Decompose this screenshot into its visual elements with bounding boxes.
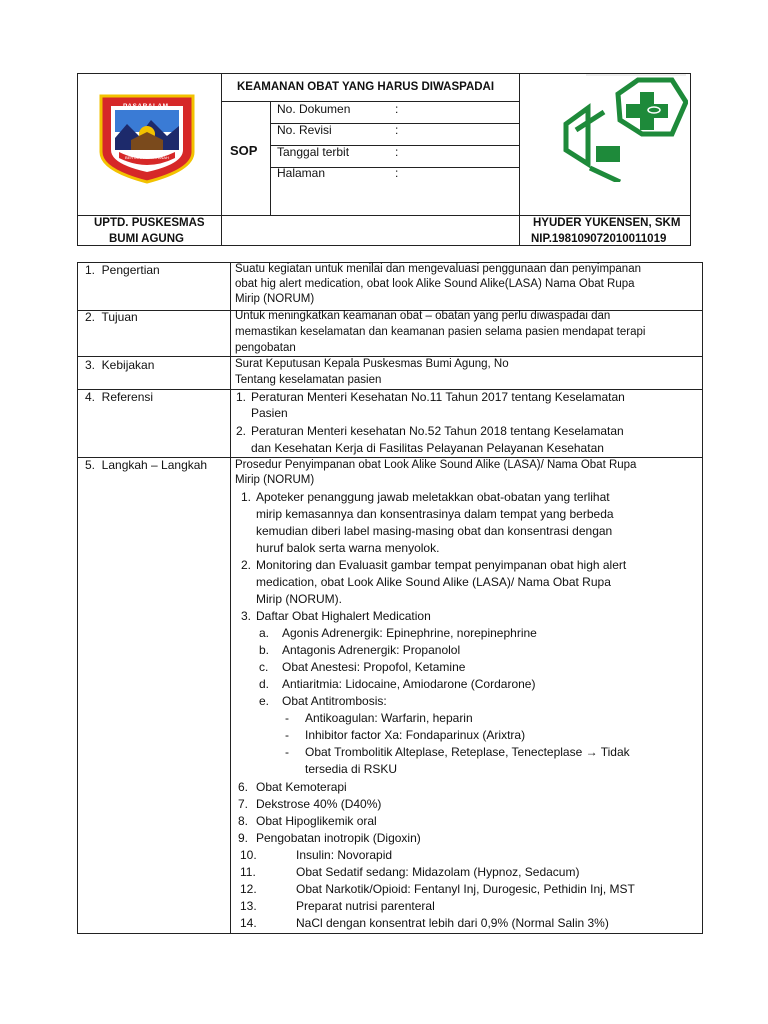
step-9-num: 9. <box>238 831 249 845</box>
logo-caption: PASARALAM <box>123 103 169 110</box>
referensi-2-line-2: dan Kesehatan Kerja di Fasilitas Pelayanan Pelayanan Kesehatan <box>251 441 604 455</box>
regency-logo <box>97 92 197 184</box>
referensi-1-line-1: Peraturan Menteri Kesehatan No.11 Tahun 2017 tentang Keselamatan <box>251 390 625 404</box>
step-1-line-4: huruf balok serta warna menyolok. <box>256 541 440 555</box>
step-1-line-1: Apoteker penanggung jawab meletakkan obat-obatan yang terlihat <box>256 490 610 504</box>
dash-3-marker: - <box>285 745 289 759</box>
step-9-text: Pengobatan inotropik (Digoxin) <box>256 831 421 845</box>
step-1-num: 1. <box>241 490 252 504</box>
referensi-1-line-2: Pasien <box>251 406 288 420</box>
logo-ribbon: BERTANAH BERTANAH <box>125 155 169 160</box>
tujuan-line-3: pengobatan <box>235 342 296 354</box>
field-halaman-sep: : <box>395 166 399 180</box>
langkah-intro-line-1: Prosedur Penyimpanan obat Look Alike Sound Alike (LASA)/ Nama Obat Rupa <box>235 459 637 471</box>
document-title: KEAMANAN OBAT YANG HARUS DIWASPADAI <box>237 81 495 93</box>
step-1-line-3: kemudian diberi label masing-masing obat dan konsentrasi dengan <box>256 524 613 538</box>
field-tanggal-terbit: Tanggal terbit <box>277 145 350 159</box>
step-1-line-2: mirip kemasannya dan konsentrasinya dalam tempat yang berbeda <box>256 507 614 521</box>
step-14-text: NaCl dengan konsentrat lebih dari 0,9% (Normal Salin 3%) <box>296 916 609 930</box>
sub-a-text: Agonis Adrenergik: Epinephrine, norepinephrine <box>282 626 537 640</box>
dash-1-marker: - <box>285 711 289 725</box>
step-2-line-1: Monitoring dan Evaluasit gambar tempat penyimpanan obat high alert <box>256 558 627 572</box>
kebijakan-line-2: Tentang keselamatan pasien <box>235 374 382 386</box>
step-2-line-2: medication, obat Look Alike Sound Alike (LASA)/ Nama Obat Rupa <box>256 575 611 589</box>
row-label-kebijakan: 3. Kebijakan <box>85 358 155 372</box>
tujuan-line-1: Untuk meningkatkan keamanan obat – obatan yang perlu diwaspadai dan <box>235 310 611 322</box>
sub-a-marker: a. <box>259 626 270 640</box>
sub-e-text: Obat Antitrombosis: <box>282 694 387 708</box>
pengertian-line-3: Mirip (NORUM) <box>235 293 315 305</box>
sub-e-marker: e. <box>259 694 270 708</box>
sub-b-text: Antagonis Adrenergik: Propanolol <box>282 643 461 657</box>
step-7-num: 7. <box>238 797 249 811</box>
step-12-text: Obat Narkotik/Opioid: Fentanyl Inj, Durogesic, Pethidin Inj, MST <box>296 882 635 896</box>
referensi-num-2: 2. <box>236 424 247 438</box>
step-10-text: Insulin: Novorapid <box>296 848 393 862</box>
step-7-text: Dekstrose 40% (D40%) <box>256 797 382 811</box>
referensi-2-line-1: Peraturan Menteri kesehatan No.52 Tahun 2018 tentang Keselamatan <box>251 424 624 438</box>
step-6-num: 6. <box>238 780 249 794</box>
row-label-pengertian: 1. Pengertian <box>85 263 160 277</box>
row-label-referensi: 4. Referensi <box>85 390 154 404</box>
field-no-revisi: No. Revisi <box>277 123 332 137</box>
referensi-num-1: 1. <box>236 390 247 404</box>
step-11-text: Obat Sedatif sedang: Midazolam (Hypnoz, Sedacum) <box>296 865 580 879</box>
langkah-intro-line-2: Mirip (NORUM) <box>235 474 315 486</box>
step-10-num: 10. <box>240 848 257 862</box>
step-3-line-1: Daftar Obat Highalert Medication <box>256 609 431 623</box>
step-3-num: 3. <box>241 609 252 623</box>
puskesmas-logo <box>558 72 688 182</box>
dash-3-line-2: tersedia di RSKU <box>305 762 398 776</box>
field-no-dokumen: No. Dokumen <box>277 102 351 116</box>
signer-nip: NIP.198109072010011019 <box>531 233 667 245</box>
signer-name: HYUDER YUKENSEN, SKM <box>533 217 681 229</box>
field-no-dokumen-sep: : <box>395 102 399 116</box>
org-name-line2: BUMI AGUNG <box>109 233 184 245</box>
sub-b-marker: b. <box>259 643 270 657</box>
pengertian-line-2: obat hig alert medication, obat look Alike Sound Alike(LASA) Nama Obat Rupa <box>235 278 635 290</box>
field-tanggal-terbit-sep: : <box>395 145 399 159</box>
step-13-num: 13. <box>240 899 257 913</box>
step-8-num: 8. <box>238 814 249 828</box>
step-11-num: 11. <box>240 865 256 879</box>
sub-c-marker: c. <box>259 660 269 674</box>
dash-2-text: Inhibitor factor Xa: Fondaparinux (Arixtra) <box>305 728 526 742</box>
field-no-revisi-sep: : <box>395 123 399 137</box>
step-13-text: Preparat nutrisi parenteral <box>296 899 435 913</box>
dash-3-line-1: Obat Trombolitik Alteplase, Reteplase, Tenecteplase → Tidak <box>305 745 630 759</box>
step-8-text: Obat Hipoglikemik oral <box>256 814 377 828</box>
kebijakan-line-1: Surat Keputusan Kepala Puskesmas Bumi Agung, No <box>235 358 509 370</box>
row-label-langkah: 5. Langkah – Langkah <box>85 458 208 472</box>
step-6-text: Obat Kemoterapi <box>256 780 347 794</box>
sub-d-marker: d. <box>259 677 270 691</box>
sub-c-text: Obat Anestesi: Propofol, Ketamine <box>282 660 466 674</box>
tujuan-line-2: memastikan keselamatan dan keamanan pasien selama pasien mendapat terapi <box>235 326 646 338</box>
step-2-line-3: Mirip (NORUM). <box>256 592 342 606</box>
row-label-tujuan: 2. Tujuan <box>85 310 138 324</box>
step-2-num: 2. <box>241 558 252 572</box>
field-halaman: Halaman <box>277 166 326 180</box>
org-name-line1: UPTD. PUSKESMAS <box>94 217 205 229</box>
step-14-num: 14. <box>240 916 257 930</box>
step-12-num: 12. <box>240 882 257 896</box>
sub-d-text: Antiaritmia: Lidocaine, Amiodarone (Cordarone) <box>282 677 536 691</box>
dash-1-text: Antikoagulan: Warfarin, heparin <box>305 711 473 725</box>
dash-2-marker: - <box>285 728 289 742</box>
sop-label: SOP <box>230 143 258 158</box>
pengertian-line-1: Suatu kegiatan untuk menilai dan mengevaluasi penggunaan dan penyimpanan <box>235 263 641 275</box>
